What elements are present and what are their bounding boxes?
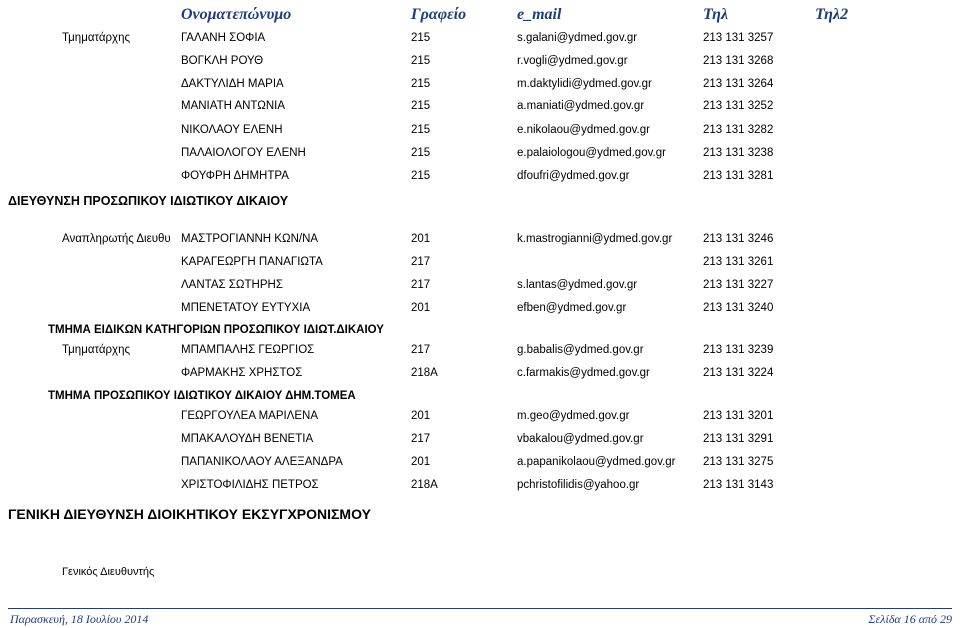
table-row (0, 256, 960, 272)
row-email[interactable]: vbakalou@ydmed.gov.gr (517, 433, 644, 445)
footer-page-number: Σελίδα 16 από 29 (868, 612, 952, 626)
section-heading: ΔΙΕΥΘΥΝΣΗ ΠΡΟΣΩΠΙΚΟΥ ΙΔΙΩΤΙΚΟΥ ΔΙΚΑΙΟΥ (8, 194, 289, 208)
row-email[interactable]: a.papanikolaou@ydmed.gov.gr (517, 456, 676, 468)
row-name: ΛΑΝΤΑΣ ΣΩΤΗΡΗΣ (181, 279, 283, 291)
row-tel: 213 131 3291 (703, 433, 774, 445)
row-office: 215 (411, 55, 431, 67)
row-role: Τμηματάρχης (62, 344, 131, 356)
row-tel: 213 131 3257 (703, 32, 774, 44)
row-email[interactable]: pchristofilidis@yahoo.gr (517, 479, 640, 491)
row-tel: 213 131 3268 (703, 55, 774, 67)
row-office: 218Α (411, 479, 438, 491)
table-row (0, 124, 960, 140)
row-tel: 213 131 3238 (703, 147, 774, 159)
row-office: 217 (411, 256, 431, 268)
section-heading: ΤΜΗΜΑ ΕΙΔΙΚΩΝ ΚΑΤΗΓΟΡΙΩΝ ΠΡΟΣΩΠΙΚΟΥ ΙΔΙΩΤ.ΔΙΚΑΙΟΥ (48, 324, 384, 336)
table-row (0, 344, 960, 360)
row-email[interactable]: k.mastrogianni@ydmed.gov.gr (517, 233, 673, 245)
table-row (0, 78, 960, 94)
row-office: 215 (411, 170, 431, 182)
table-row (0, 479, 960, 495)
row-name: ΝΙΚΟΛΑΟΥ ΕΛΕΝΗ (181, 124, 283, 136)
row-email[interactable]: g.babalis@ydmed.gov.gr (517, 344, 644, 356)
row-tel: 213 131 3282 (703, 124, 774, 136)
row-office: 217 (411, 433, 431, 445)
row-name: ΚΑΡΑΓΕΩΡΓΗ ΠΑΝΑΓΙΩΤΑ (181, 256, 323, 268)
row-office: 215 (411, 147, 431, 159)
row-office: 215 (411, 78, 431, 90)
row-role: Τμηματάρχης (62, 32, 131, 44)
row-tel: 213 131 3201 (703, 410, 774, 422)
row-email[interactable]: s.lantas@ydmed.gov.gr (517, 279, 638, 291)
row-email[interactable]: e.palaiologou@ydmed.gov.gr (517, 147, 666, 159)
row-office: 201 (411, 410, 431, 422)
table-row (0, 100, 960, 116)
row-role: Αναπληρωτής Διευθυ (62, 233, 171, 245)
header-tel2: Τηλ2 (815, 6, 849, 23)
row-email[interactable]: dfoufri@ydmed.gov.gr (517, 170, 630, 182)
row-name: ΜΑΣΤΡΟΓΙΑΝΝΗ ΚΩΝ/ΝΑ (181, 233, 319, 245)
row-office: 215 (411, 124, 431, 136)
header-office: Γραφείο (411, 6, 467, 23)
row-name: ΜΠΕΝΕΤΑΤΟΥ ΕΥΤΥΧΙΑ (181, 302, 311, 314)
row-email[interactable]: m.daktylidi@ydmed.gov.gr (517, 78, 652, 90)
table-row (0, 302, 960, 318)
table-row (0, 32, 960, 48)
section-heading: ΤΜΗΜΑ ΠΡΟΣΩΠΙΚΟΥ ΙΔΙΩΤΙΚΟΥ ΔΙΚΑΙΟΥ ΔΗΜ.ΤΟΜΕΑ (48, 390, 356, 402)
row-tel: 213 131 3264 (703, 78, 774, 90)
row-office: 217 (411, 279, 431, 291)
table-row (0, 410, 960, 426)
table-row (0, 233, 960, 249)
row-email[interactable]: efben@ydmed.gov.gr (517, 302, 627, 314)
row-tel: 213 131 3246 (703, 233, 774, 245)
row-email[interactable]: e.nikolaou@ydmed.gov.gr (517, 124, 650, 136)
table-row (0, 147, 960, 163)
header-tel: Τηλ (703, 6, 729, 23)
row-name: ΜΑΝΙΑΤΗ ΑΝΤΩΝΙΑ (181, 100, 286, 112)
row-name: ΦΟΥΦΡΗ ΔΗΜΗΤΡΑ (181, 170, 289, 182)
table-row (0, 55, 960, 71)
row-tel: 213 131 3224 (703, 367, 774, 379)
row-office: 217 (411, 344, 431, 356)
footer-date: Παρασκευή, 18 Ιουλίου 2014 (10, 612, 149, 626)
footer-divider (8, 608, 952, 609)
row-name: ΜΠΑΜΠΑΛΗΣ ΓΕΩΡΓΙΟΣ (181, 344, 315, 356)
row-tel: 213 131 3143 (703, 479, 774, 491)
row-email[interactable]: c.farmakis@ydmed.gov.gr (517, 367, 650, 379)
row-name: ΠΑΠΑΝΙΚΟΛΑΟΥ ΑΛΕΞΑΝΔΡΑ (181, 456, 343, 468)
table-row (0, 170, 960, 186)
row-name: ΓΕΩΡΓΟΥΛΕΑ ΜΑΡΙΛΕΝΑ (181, 410, 319, 422)
row-name: ΠΑΛΑΙΟΛΟΓΟΥ ΕΛΕΝΗ (181, 147, 306, 159)
row-tel: 213 131 3240 (703, 302, 774, 314)
row-tel: 213 131 3239 (703, 344, 774, 356)
row-name: ΧΡΙΣΤΟΦΙΛΙΔΗΣ ΠΕΤΡΟΣ (181, 479, 319, 491)
header-name: Ονοματεπώνυμο (181, 6, 292, 23)
row-tel: 213 131 3227 (703, 279, 774, 291)
row-office: 215 (411, 32, 431, 44)
row-tel: 213 131 3252 (703, 100, 774, 112)
row-tel: 213 131 3281 (703, 170, 774, 182)
row-office: 215 (411, 100, 431, 112)
row-name: ΦΑΡΜΑΚΗΣ ΧΡΗΣΤΟΣ (181, 367, 303, 379)
row-office: 201 (411, 302, 431, 314)
general-directorate-heading: ΓΕΝΙΚΗ ΔΙΕΥΘΥΝΣΗ ΔΙΟΙΚΗΤΙΚΟΥ ΕΚΣΥΓΧΡΟΝΙΣΜΟΥ (8, 506, 371, 522)
row-email[interactable]: r.vogli@ydmed.gov.gr (517, 55, 628, 67)
row-name: ΜΠΑΚΑΛΟΥΔΗ ΒΕΝΕΤΙΑ (181, 433, 314, 445)
header-email: e_mail (517, 6, 562, 23)
row-name: ΓΑΛΑΝΗ ΣΟΦΙΑ (181, 32, 266, 44)
table-row (0, 367, 960, 383)
row-name: ΔΑΚΤΥΛΙΔΗ ΜΑΡΙΑ (181, 78, 284, 90)
row-email[interactable]: s.galani@ydmed.gov.gr (517, 32, 638, 44)
row-email[interactable]: a.maniati@ydmed.gov.gr (517, 100, 645, 112)
row-office: 201 (411, 233, 431, 245)
row-email[interactable]: m.geo@ydmed.gov.gr (517, 410, 630, 422)
table-row (0, 456, 960, 472)
row-office: 201 (411, 456, 431, 468)
row-tel: 213 131 3275 (703, 456, 774, 468)
row-tel: 213 131 3261 (703, 256, 774, 268)
row-office: 218Α (411, 367, 438, 379)
table-row (0, 433, 960, 449)
table-row (0, 279, 960, 295)
row-name: ΒΟΓΚΛΗ ΡΟΥΘ (181, 55, 264, 67)
general-director-label: Γενικός Διευθυντής (62, 566, 155, 578)
